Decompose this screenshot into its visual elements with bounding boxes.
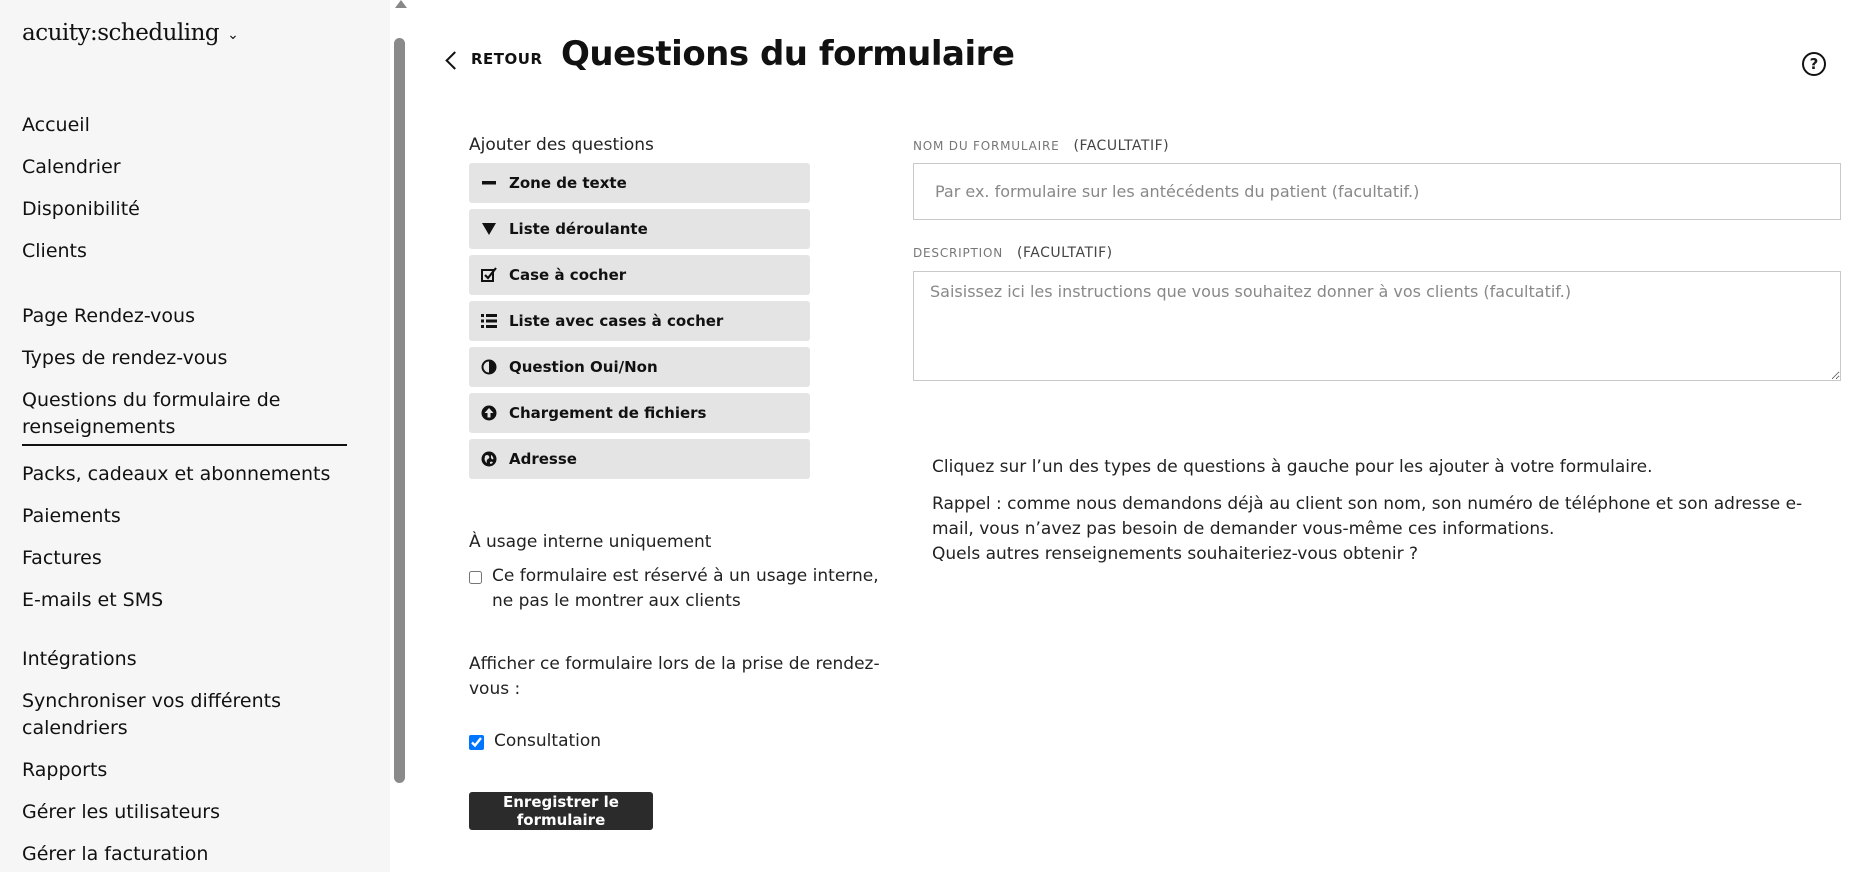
chevron-left-icon	[445, 51, 463, 69]
nav-item-accueil[interactable]: Accueil	[22, 114, 90, 136]
sidebar	[0, 0, 390, 872]
question-type-label: Case à cocher	[509, 266, 627, 284]
question-type-label: Liste avec cases à cocher	[509, 312, 724, 330]
scroll-up-arrow-icon[interactable]	[395, 0, 407, 8]
nav-item-calendrier[interactable]: Calendrier	[22, 156, 121, 178]
question-type-label: Liste déroulante	[509, 220, 648, 238]
question-type-label: Zone de texte	[509, 174, 627, 192]
add-text-area-button[interactable]	[469, 163, 810, 203]
add-dropdown-button[interactable]	[469, 209, 810, 249]
form-name-label	[913, 138, 1169, 154]
page-title: Questions du formulaire	[561, 34, 1015, 74]
triangle-down-icon	[481, 221, 497, 237]
scroll-thumb[interactable]	[394, 38, 405, 783]
form-name-input[interactable]	[913, 163, 1841, 220]
back-label: RETOUR	[471, 50, 543, 68]
add-checkbox-button[interactable]	[469, 255, 810, 295]
help-icon[interactable]: ?	[1802, 52, 1826, 76]
add-checkbox-list-button[interactable]	[469, 301, 810, 341]
nav-group-main	[22, 112, 347, 280]
description-label	[913, 245, 1113, 261]
question-type-label: Adresse	[509, 450, 577, 468]
info-question: Quels autres renseignements souhaiteriez-vous obtenir ?	[932, 544, 1418, 564]
display-form-label: Afficher ce formulaire lors de la prise de rendez-vous :	[469, 654, 880, 699]
nav-item-questions-formulaire[interactable]: Questions du formulaire de renseignements	[22, 387, 347, 446]
nav-item-paiements[interactable]: Paiements	[22, 505, 121, 527]
globe-icon	[481, 451, 497, 467]
brand-logo[interactable]	[22, 20, 238, 46]
question-type-label: Question Oui/Non	[509, 358, 658, 376]
brand-name: acuity:scheduling	[22, 20, 220, 46]
nav-group-admin	[22, 646, 347, 883]
half-circle-icon	[481, 359, 497, 375]
nav-item-emails-sms[interactable]: E-mails et SMS	[22, 589, 164, 611]
nav-item-integrations[interactable]: Intégrations	[22, 648, 137, 670]
add-questions-label: Ajouter des questions	[469, 135, 654, 155]
list-icon	[481, 313, 497, 329]
nav-item-factures[interactable]: Factures	[22, 547, 102, 569]
upload-icon	[481, 405, 497, 421]
form-name-optional: (FACULTATIF)	[1073, 138, 1170, 154]
add-file-upload-button[interactable]	[469, 393, 810, 433]
nav-item-synchroniser[interactable]: Synchroniser vos différents calendriers	[22, 690, 282, 739]
description-label-text: DESCRIPTION	[913, 246, 1004, 260]
nav-item-types-rendez-vous[interactable]: Types de rendez-vous	[22, 347, 228, 369]
save-form-button[interactable]: Enregistrer le formulaire	[469, 792, 653, 830]
consultation-label: Consultation	[494, 731, 602, 751]
nav-item-gerer-utilisateurs[interactable]: Gérer les utilisateurs	[22, 801, 221, 823]
checkbox-icon	[481, 267, 497, 283]
nav-item-rapports[interactable]: Rapports	[22, 759, 108, 781]
description-optional: (FACULTATIF)	[1017, 245, 1113, 261]
form-name-label-text: NOM DU FORMULAIRE	[913, 139, 1060, 153]
add-yes-no-button[interactable]	[469, 347, 810, 387]
internal-use-option	[469, 564, 899, 614]
sidebar-scrollbar[interactable]	[392, 0, 410, 872]
consultation-option	[469, 729, 601, 754]
internal-use-checkbox[interactable]	[469, 570, 482, 585]
nav-item-packs[interactable]: Packs, cadeaux et abonnements	[22, 463, 331, 485]
nav-item-page-rendez-vous[interactable]: Page Rendez-vous	[22, 305, 195, 327]
nav-group-booking	[22, 303, 347, 629]
internal-use-label: À usage interne uniquement	[469, 532, 712, 552]
description-textarea[interactable]	[913, 271, 1841, 381]
back-button[interactable]	[448, 50, 543, 68]
info-reminder: Rappel : comme nous demandons déjà au client son nom, son numéro de téléphone et son adresse e-mail, vous n’avez pas besoin de demander vous-même ces informations.	[932, 494, 1803, 539]
nav-item-disponibilite[interactable]: Disponibilité	[22, 198, 140, 220]
info-instructions: Cliquez sur l’un des types de questions à gauche pour les ajouter à votre formulaire.	[932, 457, 1653, 477]
add-address-button[interactable]	[469, 439, 810, 479]
internal-use-checkbox-label: Ce formulaire est réservé à un usage interne, ne pas le montrer aux clients	[492, 566, 879, 611]
nav-item-clients[interactable]: Clients	[22, 240, 87, 262]
nav-item-gerer-facturation[interactable]: Gérer la facturation	[22, 843, 209, 865]
question-type-label: Chargement de fichiers	[509, 404, 707, 422]
chevron-down-icon: ⌄	[227, 27, 239, 43]
consultation-checkbox[interactable]	[469, 735, 484, 750]
minus-icon	[481, 175, 497, 191]
